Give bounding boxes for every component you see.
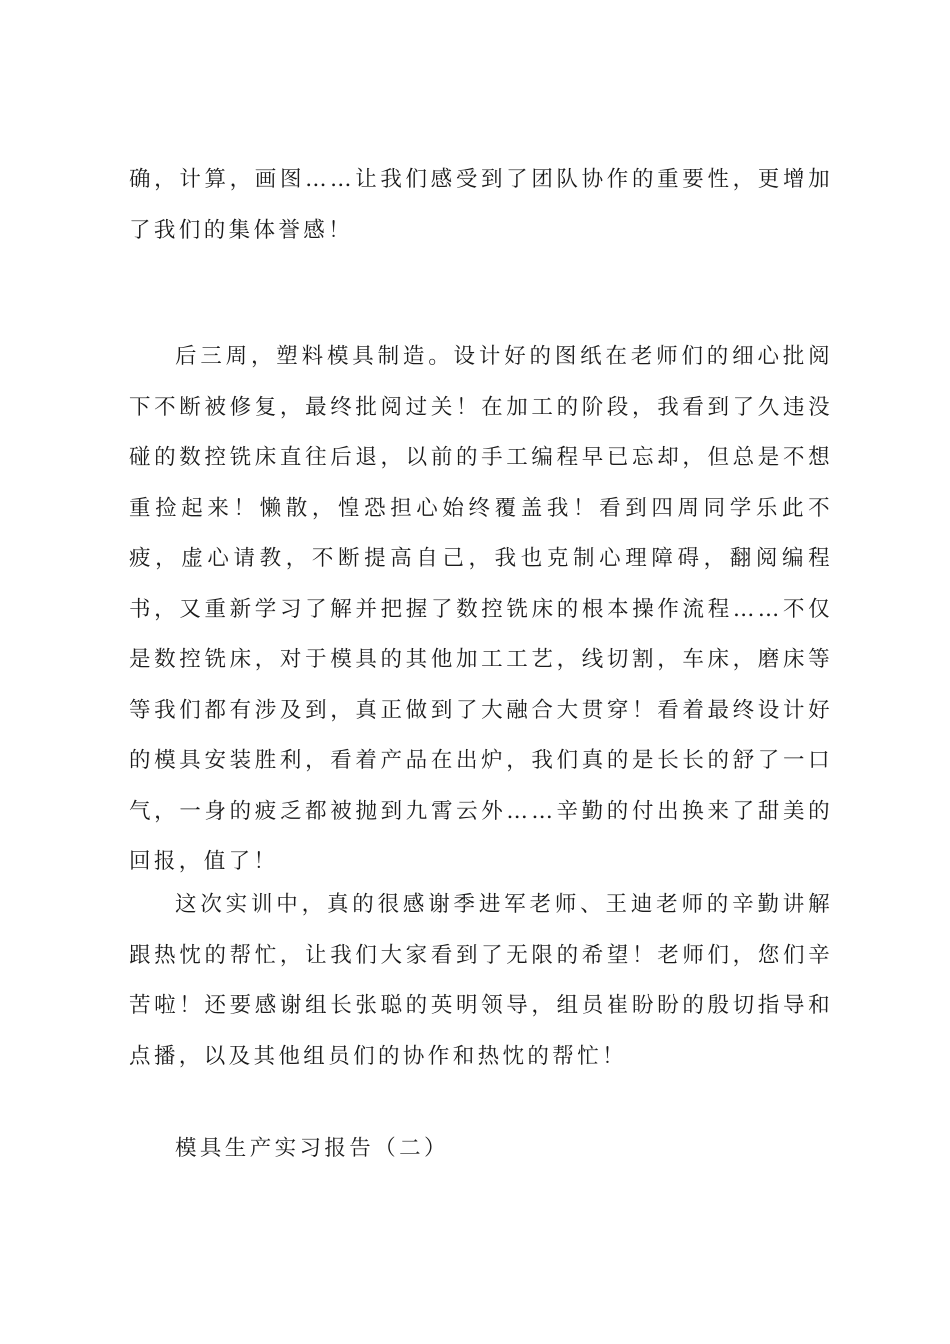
paragraph-acknowledgements: 这次实训中，真的很感谢季进军老师、王迪老师的辛勤讲解跟热忱的帮忙，让我们大家看到了无限的希望！老师们，您们辛苦啦！还要感谢组长张聪的英明领导，组员崔盼盼的殷切指导和点播，以及其他组员们的协作和热忱的帮忙！ — [129, 892, 833, 1069]
paragraph-continuation: 确，计算，画图……让我们感受到了团队协作的重要性，更增加了我们的集体誉感！ — [129, 167, 833, 243]
paragraph-mold-manufacturing: 后三周，塑料模具制造。设计好的图纸在老师们的细心批阅下不断被修复，最终批阅过关！在加工的阶段，我看到了久违没碰的数控铣床直往后退，以前的手工编程早已忘却，但总是不想重捡起来！懒散，惶恐担心始终覆盖我！看到四周同学乐此不疲，虚心请教，不断提高自己，我也克制心理障碍，翻阅编程书，又重新学习了解并把握了数控铣床的根本操作流程……不仅是数控铣床，对于模具的其他加工工艺，线切割，车床，磨床等等我们都有涉及到，真正做到了大融合大贯穿！看着最终设计好的模具安装胜利，看着产品在出炉，我们真的是长长的舒了一口气，一身的疲乏都被抛到九霄云外……辛勤的付出换来了甜美的回报，值了！ — [129, 344, 833, 874]
section-heading: 模具生产实习报告（二） — [175, 1136, 449, 1161]
